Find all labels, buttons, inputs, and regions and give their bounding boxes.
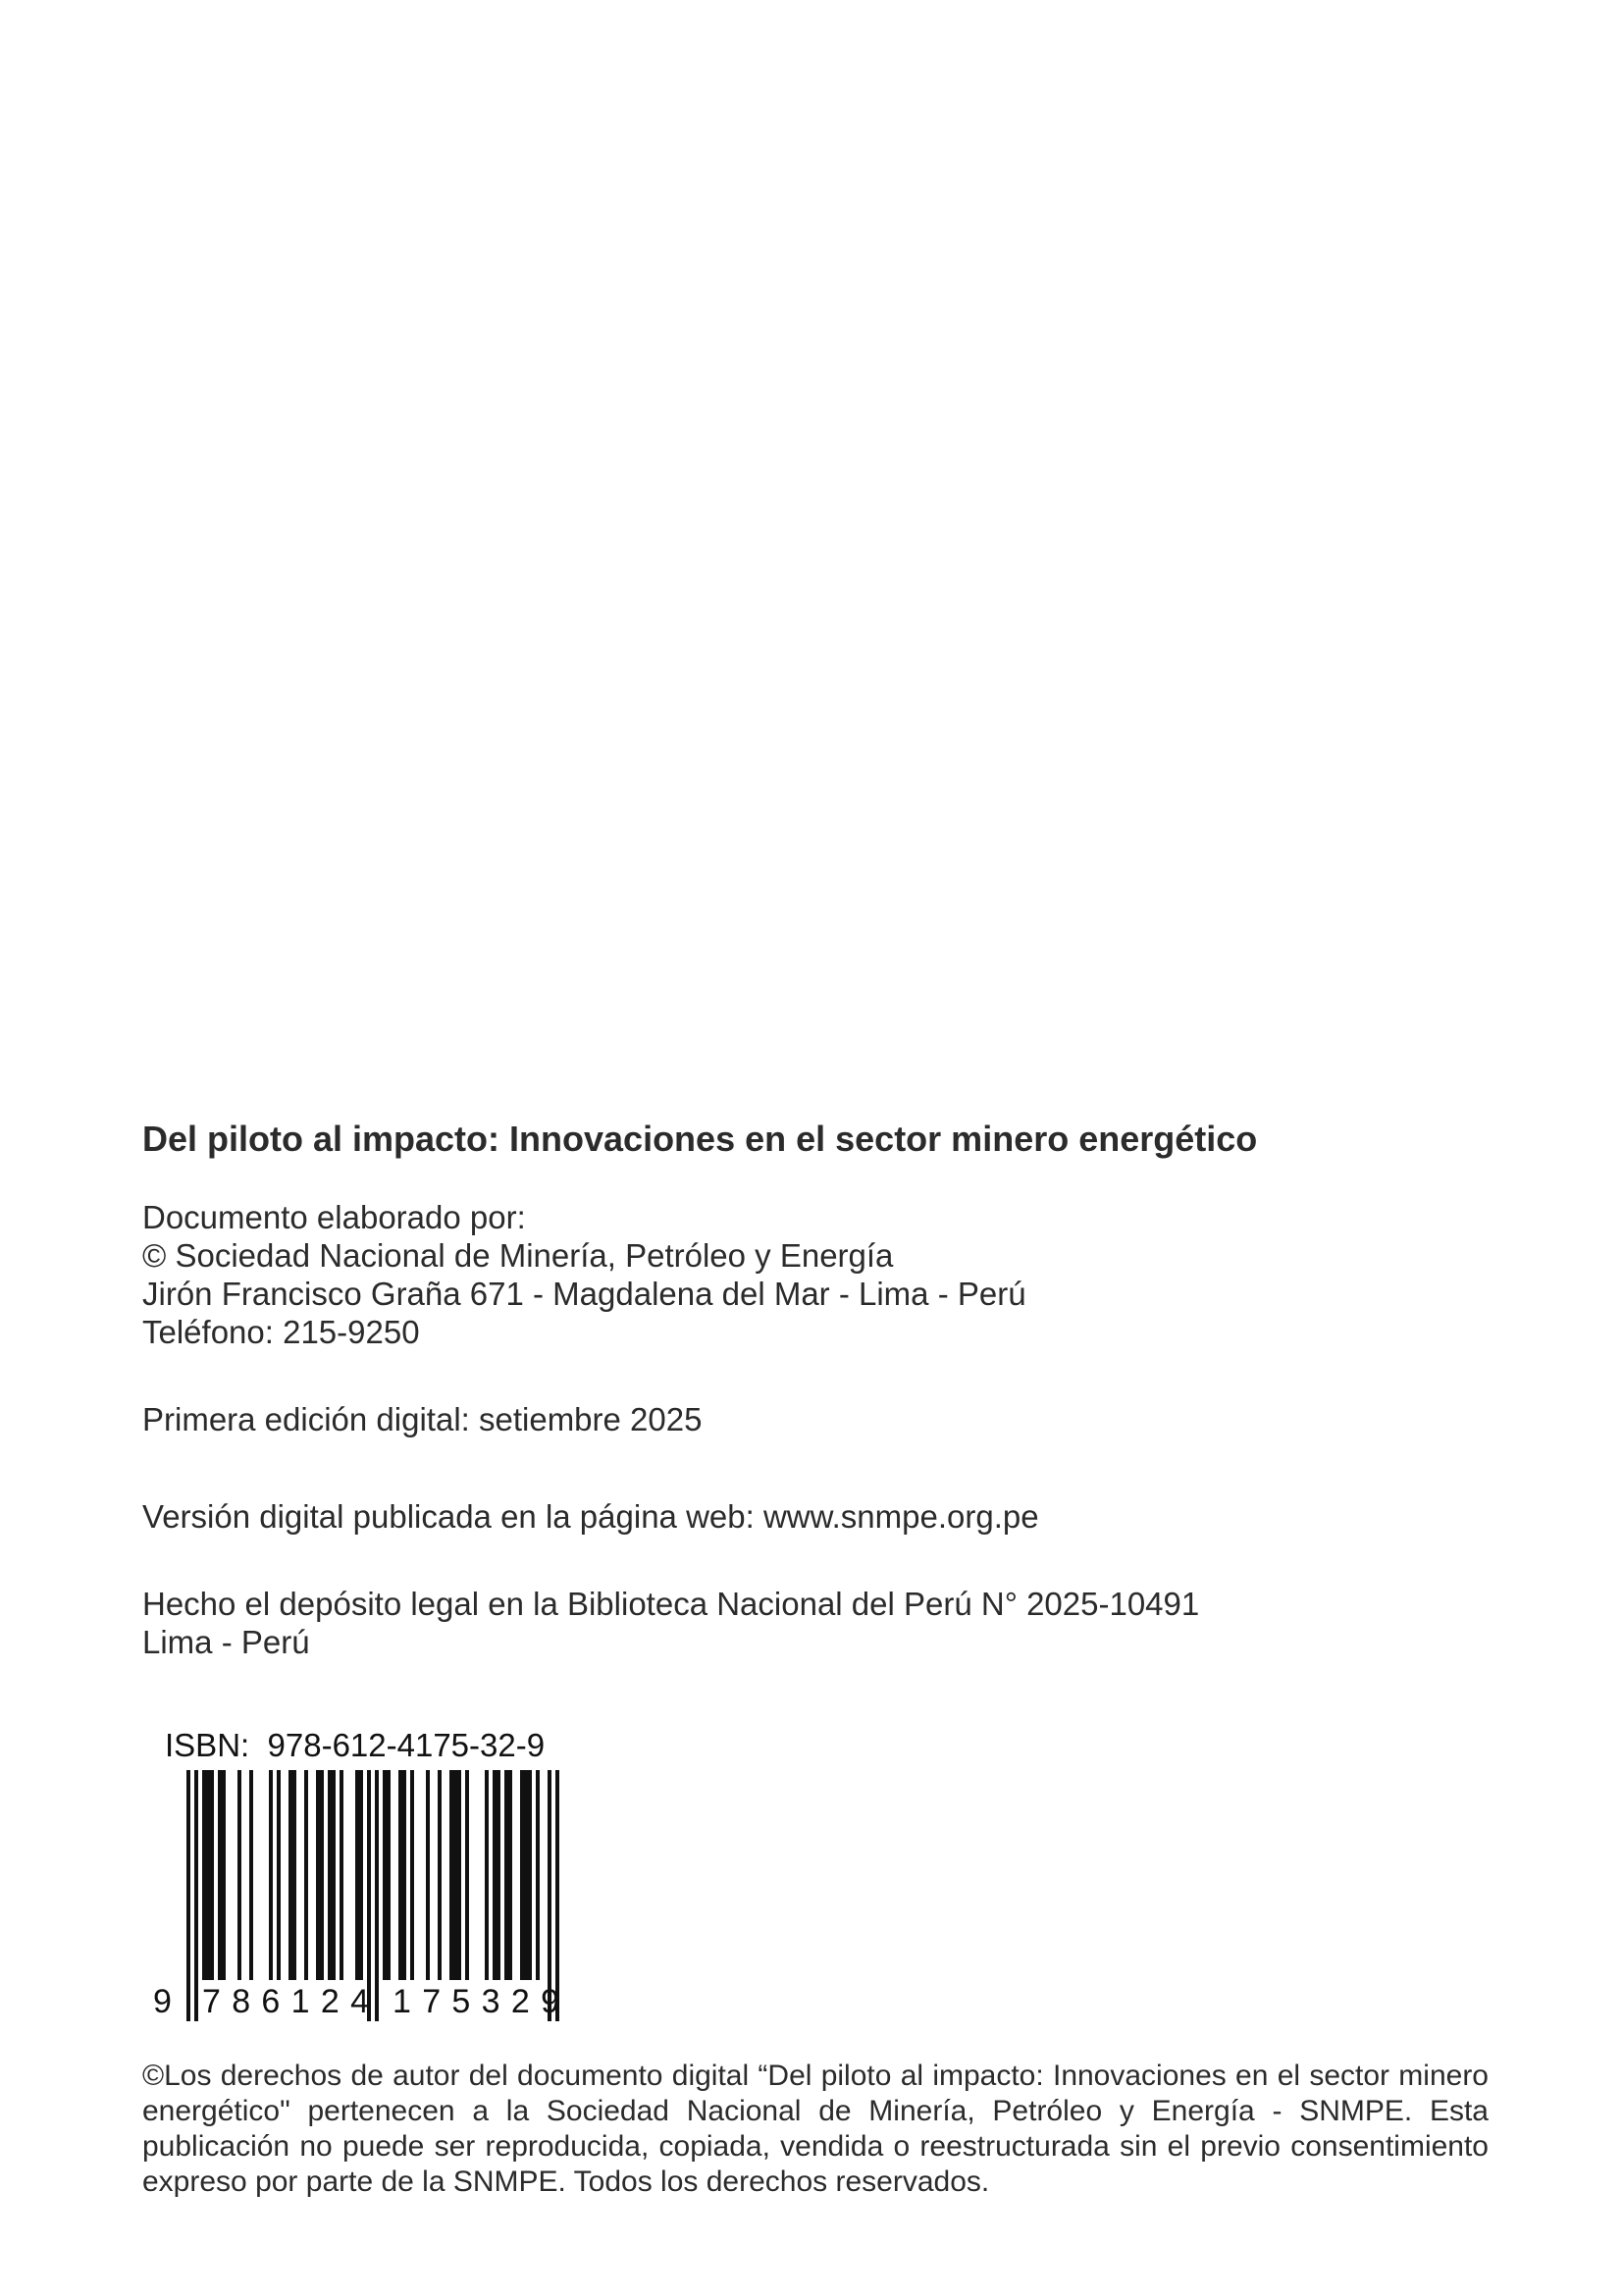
barcode-bar bbox=[218, 1770, 222, 1980]
barcode-bar bbox=[355, 1770, 359, 1980]
barcode-bar bbox=[528, 1770, 532, 1980]
barcode-bar bbox=[292, 1770, 296, 1980]
colophon bbox=[142, 1117, 1489, 1661]
barcode-bar bbox=[520, 1770, 524, 1980]
barcode-bar bbox=[288, 1770, 292, 1980]
barcode-first-digit: 9 bbox=[153, 1983, 172, 2020]
barcode-bar bbox=[485, 1770, 489, 1980]
barcode-bar bbox=[186, 1770, 190, 2021]
barcode-bar bbox=[465, 1770, 469, 1980]
isbn-barcode bbox=[147, 1727, 599, 2021]
legal-deposit-city: Lima - Perú bbox=[142, 1624, 310, 1660]
barcode-bar bbox=[438, 1770, 442, 1980]
edition-text: Primera edición digital: setiembre 2025 bbox=[142, 1401, 703, 1437]
isbn-label: ISBN: 978-612-4175-32-9 bbox=[165, 1727, 546, 1763]
barcode-bar bbox=[398, 1770, 402, 1980]
barcode-bar bbox=[202, 1770, 206, 1980]
barcode-left-digits: 786124 bbox=[202, 1983, 369, 2020]
barcode-bar bbox=[194, 1770, 198, 2021]
barcode-bar bbox=[320, 1770, 324, 1980]
barcode-bar bbox=[328, 1770, 332, 1980]
barcode-bar bbox=[316, 1770, 320, 1980]
web-text: Versión digital publicada en la página web: www.snmpe.org.pe bbox=[142, 1498, 1039, 1535]
barcode-bar bbox=[457, 1770, 461, 1980]
barcode-bar bbox=[493, 1770, 497, 1980]
barcode-bar bbox=[524, 1770, 528, 1980]
barcode-bar bbox=[536, 1770, 540, 1980]
barcode-bar bbox=[453, 1770, 457, 1980]
web-block bbox=[142, 1497, 1489, 1536]
legal-deposit-text: Hecho el depósito legal en la Biblioteca Nacional del Perú N° 2025-10491 bbox=[142, 1586, 1200, 1622]
barcode-bar bbox=[359, 1770, 363, 1980]
barcode-bar bbox=[410, 1770, 414, 1980]
credits-intro: Documento elaborado por: bbox=[142, 1199, 526, 1235]
publisher-address: Jirón Francisco Graña 671 - Magdalena del Mar - Lima - Perú bbox=[142, 1276, 1026, 1312]
barcode-bar bbox=[249, 1770, 253, 1980]
document-title: Del piloto al impacto: Innovaciones en el sector minero energético bbox=[142, 1119, 1258, 1159]
barcode-right-digits: 175329 bbox=[393, 1983, 559, 2020]
barcode-bar bbox=[332, 1770, 336, 1980]
barcode-bar bbox=[222, 1770, 226, 1980]
barcode-bar bbox=[277, 1770, 281, 1980]
publisher-phone: Teléfono: 215-9250 bbox=[142, 1314, 420, 1350]
barcode-bar bbox=[206, 1770, 210, 1980]
barcode-bar bbox=[497, 1770, 500, 1980]
barcode-bar bbox=[383, 1770, 387, 1980]
credits-block bbox=[142, 1198, 1489, 1351]
legal-deposit-block bbox=[142, 1585, 1489, 1661]
barcode-bar bbox=[402, 1770, 406, 1980]
barcode-bar bbox=[504, 1770, 508, 1980]
barcode-bar bbox=[304, 1770, 308, 1980]
publisher-name: © Sociedad Nacional de Minería, Petróleo y Energía bbox=[142, 1237, 894, 1274]
barcode-bar bbox=[237, 1770, 241, 1980]
barcode-bar bbox=[426, 1770, 430, 1980]
edition-block bbox=[142, 1400, 1489, 1438]
barcode-bar bbox=[210, 1770, 214, 1980]
barcode-bar bbox=[269, 1770, 273, 1980]
barcode-bar bbox=[340, 1770, 343, 1980]
barcode-bar bbox=[449, 1770, 453, 1980]
barcode-bar bbox=[375, 1770, 379, 2021]
barcode-bar bbox=[508, 1770, 512, 1980]
barcode-bar bbox=[387, 1770, 391, 1980]
copyright-notice: ©Los derechos de autor del documento digital “Del piloto al impacto: Innovaciones en el sector minero energético" pertenecen a la Sociedad Nacional de Minería, Petróleo y Energía - SNMPE. Esta publicación no puede ser reproducida, copiada, vendida o reestructurada sin el previo consentimiento expreso por parte de la SNMPE. Todos los derechos reservados. bbox=[142, 2060, 1489, 2198]
barcode-graphic bbox=[147, 1770, 599, 2021]
